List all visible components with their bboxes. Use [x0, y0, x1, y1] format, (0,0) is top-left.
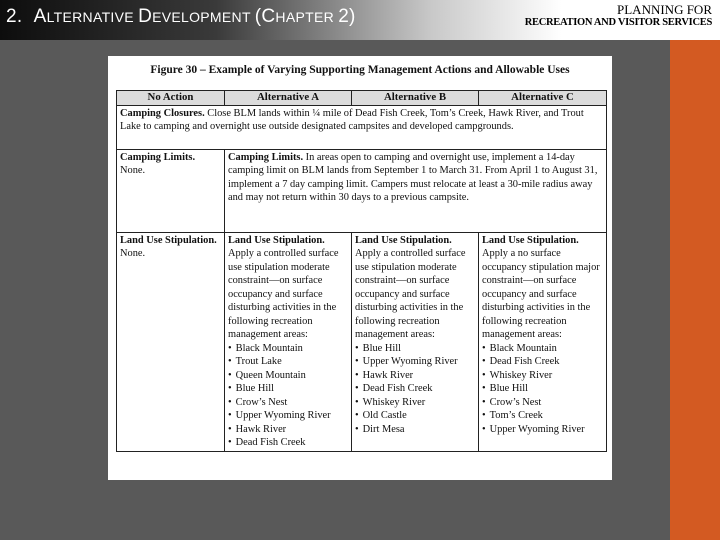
header-no-action: No Action	[117, 91, 225, 106]
title-cap: D	[138, 6, 153, 27]
title-sc: HAPTER	[275, 9, 339, 25]
list-item: • Black Mountain	[482, 342, 603, 356]
land-use-alt-a-label: Land Use Stipulation.	[228, 234, 325, 246]
table-header-row	[117, 91, 607, 106]
list-item: • Crow’s Nest	[228, 396, 348, 410]
list-item: • Blue Hill	[228, 382, 348, 396]
list-item: • Tom’s Creek	[482, 409, 603, 423]
land-use-no-action-label: Land Use Stipulation.	[120, 234, 217, 246]
land-use-alt-c-text: Apply a no surface occupancy stipulation major constraint—on surface occupancy and surface disturbing activities in the following recreation management areas:	[482, 248, 600, 340]
figure-panel	[108, 56, 612, 480]
header-alternative-a: Alternative A	[225, 91, 352, 106]
list-item: • Dead Fish Creek	[482, 355, 603, 369]
title-sc: EVELOPMENT	[152, 9, 255, 25]
camping-limits-no-action-text: None.	[120, 165, 146, 176]
list-item: • Hawk River	[355, 369, 475, 383]
list-item: • Hawk River	[228, 423, 348, 437]
list-item: • Dead Fish Creek	[228, 436, 348, 450]
title-bar	[0, 0, 720, 40]
figure-title: Figure 30 – Example of Varying Supporting Management Actions and Allowable Uses	[150, 64, 570, 76]
land-use-alt-b-label: Land Use Stipulation.	[355, 234, 452, 246]
slide-title	[6, 6, 356, 28]
camping-closures-label: Camping Closures.	[120, 107, 205, 119]
camping-limits-no-action-label: Camping Limits.	[120, 151, 196, 163]
table-row	[117, 149, 607, 232]
list-item: • Upper Wyoming River	[482, 423, 603, 437]
list-item: • Dead Fish Creek	[355, 382, 475, 396]
camping-limits-alternatives	[225, 149, 607, 232]
alt-c-area-list	[482, 342, 603, 437]
land-use-alt-c	[479, 232, 607, 451]
list-item: • Blue Hill	[482, 382, 603, 396]
list-item: • Old Castle	[355, 409, 475, 423]
table-row	[117, 105, 607, 149]
list-item: • Black Mountain	[228, 342, 348, 356]
list-item: • Whiskey River	[482, 369, 603, 383]
title-cap: 2)	[338, 6, 356, 27]
orange-accent-bar	[670, 40, 720, 540]
section-label-line2: RECREATION AND VISITOR SERVICES	[524, 17, 712, 28]
list-item: • Queen Mountain	[228, 369, 348, 383]
list-item: • Upper Wyoming River	[355, 355, 475, 369]
list-item: • Whiskey River	[355, 396, 475, 410]
alt-a-area-list	[228, 342, 348, 450]
list-item: • Blue Hill	[355, 342, 475, 356]
camping-limits-label: Camping Limits.	[228, 151, 304, 163]
camping-limits-text: In areas open to camping and overnight use, implement a 14-day camping limit on BLM lands from September 1 to March 31. From April 1 to August 31, implement a 7 day camping limit. Campers must relocate at least a 30-mile radius away and may not return within 30 days to a previous campsite.	[228, 151, 598, 203]
camping-limits-no-action	[117, 149, 225, 232]
land-use-alt-b-text: Apply a controlled surface use stipulation moderate constraint—on surface occupancy and surface disturbing activities in the following recreation management areas:	[355, 248, 466, 340]
header-alternative-b: Alternative B	[352, 91, 479, 106]
list-item: • Trout Lake	[228, 355, 348, 369]
alternatives-table	[116, 90, 607, 452]
land-use-alt-b	[352, 232, 479, 451]
alt-b-area-list	[355, 342, 475, 437]
list-item: • Upper Wyoming River	[228, 409, 348, 423]
land-use-alt-a-text: Apply a controlled surface use stipulation moderate constraint—on surface occupancy and surface disturbing activities in the following recreation management areas:	[228, 248, 339, 340]
section-label-line1: PLANNING FOR	[617, 2, 712, 17]
list-item: • Crow’s Nest	[482, 396, 603, 410]
land-use-alt-a	[225, 232, 352, 451]
title-cap: (C	[254, 6, 276, 27]
title-sc: LTERNATIVE	[46, 9, 139, 25]
chapter-number: 2.	[6, 6, 23, 27]
land-use-no-action-text: None.	[120, 248, 146, 259]
camping-closures-cell	[117, 105, 607, 149]
section-label	[525, 3, 712, 29]
table-row	[117, 232, 607, 451]
list-item: • Dirt Mesa	[355, 423, 475, 437]
title-cap: A	[33, 6, 47, 27]
camping-closures-text: Close BLM lands within ¼ mile of Dead Fish Creek, Tom’s Creek, Hawk River, and Trout Lake to camping and overnight use outside designated campsites and developed campgrounds.	[120, 107, 584, 132]
header-alternative-c: Alternative C	[479, 91, 607, 106]
land-use-alt-c-label: Land Use Stipulation.	[482, 234, 579, 246]
land-use-no-action	[117, 232, 225, 451]
